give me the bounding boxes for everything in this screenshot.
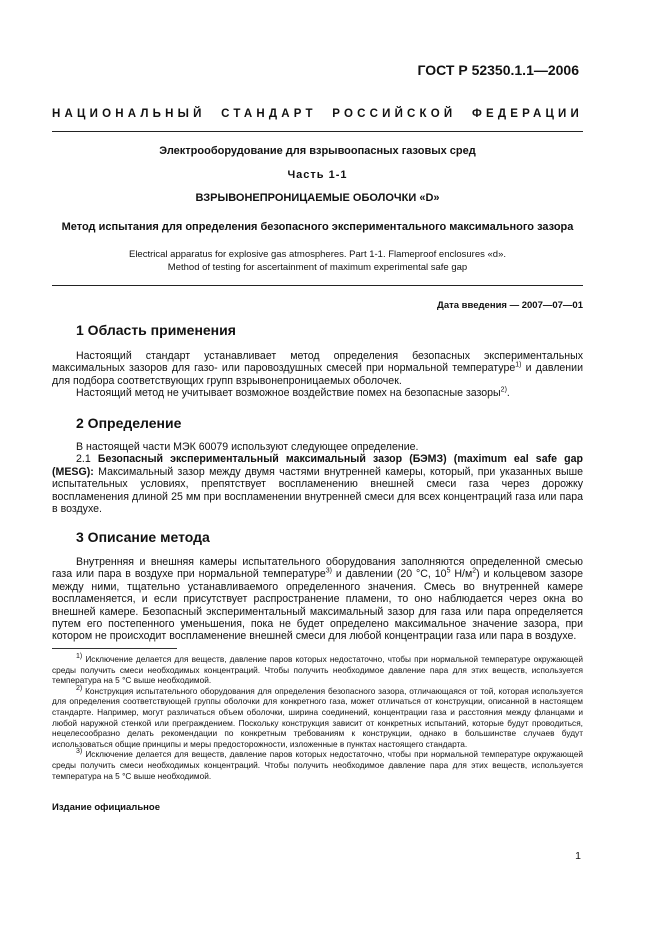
section-1-paragraph-1: Настоящий стандарт устанавливает метод определения безопасных экспериментальных максимальных зазоров для газо- или паровоздушных смесей при нормальной температуре$^{1)}$ и давлении для подбора соответствующих групп взрывонепроницаемых оболочек. bbox=[52, 350, 583, 387]
footnote-1: $^{1)}$ Исключение делается для веществ, давление паров которых недостаточно, чтобы при нормальной температуре окружающей среды получить смеси необходимых концентраций. Чтобы получить необходимое давление пара для этих веществ, используется температура на 5 °С выше необходимой. bbox=[52, 653, 583, 686]
national-standard-banner: НАЦИОНАЛЬНЫЙ СТАНДАРТ РОССИЙСКОЙ ФЕДЕРАЦИИ bbox=[52, 108, 583, 120]
banner-rule bbox=[52, 131, 583, 132]
footnote-3: $^{3)}$ Исключение делается для веществ, давление паров которых недостаточно, чтобы при нормальной температуре окружающей среды получить смеси необходимых концентраций. Чтобы получить необходимое давление пара для этих веществ, используется температура на 5 °С выше необходимой. bbox=[52, 748, 583, 781]
title-english-line1: Electrical apparatus for explosive gas atmospheres. Part 1-1. Flameproof enclosures «d». bbox=[128, 249, 507, 260]
section-3-heading bbox=[76, 529, 210, 545]
section-2-body bbox=[52, 441, 583, 515]
introduction-date: Дата введения — 2007—07—01 bbox=[437, 300, 583, 311]
title-part: Часть 1-1 bbox=[287, 169, 348, 181]
section-1-body bbox=[52, 350, 583, 400]
title-enclosure: ВЗРЫВОНЕПРОНИЦАЕМЫЕ ОБОЛОЧКИ «D» bbox=[195, 192, 440, 204]
section-2-heading bbox=[76, 415, 181, 431]
section-1-paragraph-2: Настоящий метод не учитывает возможное воздействие помех на безопасные зазоры$^{2)}$. bbox=[76, 386, 510, 400]
document-code: ГОСТ Р 52350.1.1—2006 bbox=[417, 62, 579, 78]
section-2-heading-text: 2 Определение bbox=[76, 415, 182, 431]
title-main: Электрооборудование для взрывоопасных газовых сред bbox=[159, 145, 476, 157]
definition-term: Безопасный экспериментальный максимальный зазор (БЭМЗ) (maximum eal safe gap (MESG): bbox=[52, 453, 583, 478]
section-3-heading-text: 3 Описание метода bbox=[76, 529, 210, 545]
footnote-rule bbox=[52, 648, 177, 649]
official-edition-note: Издание официальное bbox=[52, 802, 160, 813]
section-3-paragraph-1: Внутренняя и внешняя камеры испытательного оборудования заполняются определенной смесью газа или пара в воздухе при нормальной температуре$^{3)}$ и давлении (20 °C, $10^5$ $Н/м^2$) и кольцевом зазоре между ними, тщательно устанавливаемого определенного значения. Смесь во внутренней камере воспламеняется, и если присутствует распространение пламени, то оно наблюдается через окна во внешней камере. Безопасный экспериментальный максимальный зазор для газа или пара определяется путем его постепенного уменьшения, пока не будет определено максимальное значение зазора, при котором не происходит воспламенение внешней смеси для любой концентрации газа или пара в воздухе. bbox=[52, 556, 583, 643]
footnotes bbox=[52, 654, 583, 781]
footnote-2: $^{2)}$ Конструкция испытательного оборудования для определения безопасного зазора, отличающаяся от той, которая используется для определения соответствующей группы оболочки для конкретного газа, может отличаться от конструкции, описанной в настоящем стандарте. Например, могут различаться объем оболочки, ширина соединений, концентрации газа и расстояния между фланцами и любой наружной стенкой или преграждением. Поскольку конструкция зависит от конкретных испытаний, которые будут проводиться, нецелесообразно делать рекомендации по конкретным требованиям к конструкции, однако в большинстве случаев будут использоваться общие принципы и меры предосторожности, изложенные в пунктах настоящего стандарта. bbox=[52, 685, 583, 749]
section-2-definition: 2.1 Безопасный экспериментальный максимальный зазор (БЭМЗ) (maximum eal safe gap (MESG): Максимальный зазор между двумя частями внутренней камеры, который, при указанных выше испытательных условиях, препятствует воспламенению внешней смеси газа через дорожку воспламенения длиной 25 мм при воспламенении внутренней смеси для всех концентраций газа или пара в воздухе. bbox=[52, 453, 583, 516]
section-3-body bbox=[52, 556, 583, 643]
section-1-heading-text: 1 Область применения bbox=[76, 322, 236, 338]
section-2-paragraph-1: В настоящей части МЭК 60079 используют следующее определение. bbox=[76, 441, 419, 453]
section-1-heading bbox=[76, 322, 236, 338]
title-rule bbox=[52, 285, 583, 286]
title-method: Метод испытания для определения безопасного экспериментального максимального зазора bbox=[61, 221, 574, 233]
page-number: 1 bbox=[575, 850, 581, 862]
title-english-line2: Method of testing for ascertainment of maximum experimental safe gap bbox=[167, 262, 468, 273]
